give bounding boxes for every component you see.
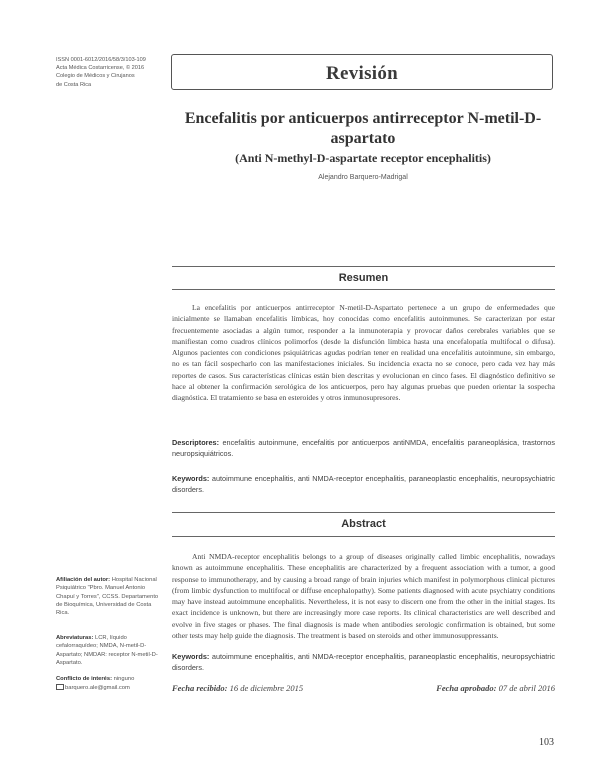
abbreviations-label: Abreviaturas: bbox=[56, 635, 94, 641]
received-label: Fecha recibido: bbox=[172, 683, 228, 693]
resumen-top-rule bbox=[172, 266, 555, 267]
email-link[interactable]: barquero.ale@gmail.com bbox=[65, 685, 130, 691]
journal-meta bbox=[56, 56, 166, 89]
approved-value: 07 de abril 2016 bbox=[496, 683, 555, 693]
descriptores bbox=[172, 437, 555, 460]
abstract-body: Anti NMDA-receptor encephalitis belongs to a group of diseases originally called limbic encephalitis, nowadays known as autoimmune encephalitis. These encephalitis are characterized by a frequent association with a tumor, a good response to immunotherapy, and by causing a broad range of brain injuries which manifest in polymorphous clinical pictures (from limbic dysfunction to multifocal or diffuse encephalopathy). Some patients diagnosed with acute psychiatry conditions may have instead autoimmune encephalitis. Nevertheless, it is not easy to discern one from the other in the initial stages. Its exact incidence is unknown, but there are increasingly more case reports. Its clinical characteristics are well described and evolve in five stages or phases. The final diagnosis is made when antibodies serologic confirmation is obtained, but some other tests may help guide the diagnosis. The treatment is based on steroids and other immunosuppressants. bbox=[172, 552, 555, 641]
affiliation-label: Afiliación del autor: bbox=[56, 577, 111, 583]
abstract-heading: Abstract bbox=[341, 518, 386, 530]
approved-label: Fecha aprobado: bbox=[436, 683, 497, 693]
resumen-heading: Resumen bbox=[338, 272, 389, 284]
meta-line: Colegio de Médicos y Cirujanos bbox=[56, 73, 135, 80]
abstract-keywords bbox=[172, 651, 555, 674]
meta-line: de Costa Rica bbox=[56, 81, 92, 88]
abstract-keywords-text: autoimmune encephalitis, anti NMDA-receptor encephalitis, paraneoplastic encephalitis, neuropsychiatric disorders. bbox=[172, 652, 555, 673]
affiliation-text: Hospital Nacional Psiquiátrico "Pbro. Manuel Antonio Chapuí y Torres", CCSS. Departamento de Bioquímica, Universidad de Costa Rica. bbox=[56, 577, 159, 617]
abbreviations-text: LCR, líquido cefalorraquídeo; NMDA, N-metil-D-Aspartato; NMDAR: receptor N-metil-D-Aspartato. bbox=[56, 635, 158, 666]
date-approved bbox=[436, 683, 555, 693]
meta-line: ISSN 0001-6012/2016/58/3/103-109 bbox=[56, 57, 146, 63]
section-box bbox=[171, 54, 553, 90]
date-received bbox=[172, 683, 303, 693]
article-title: Encefalitis por anticuerpos antirreceptor N-metil-D-aspartato bbox=[184, 110, 542, 147]
keywords-text: autoimmune encephalitis, anti NMDA-receptor encephalitis, paraneoplastic encephalitis, neuropsychiatric disorders. bbox=[172, 474, 555, 495]
conflict-text: ninguno bbox=[112, 676, 135, 682]
abbreviations bbox=[56, 634, 164, 667]
author: Alejandro Barquero-Madrigal bbox=[318, 174, 408, 181]
conflict-of-interest bbox=[56, 675, 164, 683]
author-email bbox=[56, 684, 164, 692]
abstract-bottom-rule bbox=[172, 536, 555, 537]
author-affiliation bbox=[56, 576, 164, 617]
page-number: 103 bbox=[539, 737, 554, 748]
keywords-label: Keywords: bbox=[172, 474, 210, 483]
section-label: Revisión bbox=[325, 63, 399, 84]
descriptores-label: Descriptores: bbox=[172, 438, 220, 447]
article-subtitle: (Anti N-methyl-D-aspartate receptor encephalitis) bbox=[235, 151, 491, 165]
resumen-keywords bbox=[172, 473, 555, 496]
conflict-label: Conflicto de interés: bbox=[56, 676, 113, 682]
abstract-keywords-label: Keywords: bbox=[172, 652, 210, 661]
descriptores-text: encefalitis autoinmune, encefalitis por anticuerpos antiNMDA, encefalitis paraneoplásica, trastornos neuropsiquiátricos. bbox=[172, 438, 555, 459]
abstract-top-rule bbox=[172, 512, 555, 513]
received-value: 16 de diciembre 2015 bbox=[227, 683, 304, 693]
mail-icon bbox=[56, 684, 64, 690]
resumen-body: La encefalitis por anticuerpos antirreceptor N-metil-D-Aspartato pertenece a un grupo de enfermedades que inicialmente se llamaban encefalitis límbicas, hoy conocidas como encefalitis autoinmunes. Se caracterizan por estar frecuentemente asociadas a algún tumor, responder a la inmunoterapia y provocar daños cerebrales variables que se manifiestan como cuadros clínicos polimorfos (desde la disfunción límbica hasta una encefalopatía multifocal o difusa). Algunos pacientes con condiciones psiquiátricas agudas podrían tener en realidad una encefalitis autoinmune, sin embargo, no es tan fácil sospecharlo con las manifestaciones iniciales. Su incidencia exacta no se conoce, pero cada vez hay más reportes de casos. Sus características clínicas están bien descritas y evolucionan en cinco fases. El diagnóstico definitivo se hace al obtener la confirmación serológica de los anticuerpos, pero hay algunas pruebas que pueden orientar la sospecha diagnóstica. El tratamiento se basa en esteroides y otros inmunosupresores. bbox=[172, 303, 555, 403]
resumen-bottom-rule bbox=[172, 289, 555, 290]
meta-line: Acta Médica Costarricense, © 2016 bbox=[56, 65, 145, 72]
